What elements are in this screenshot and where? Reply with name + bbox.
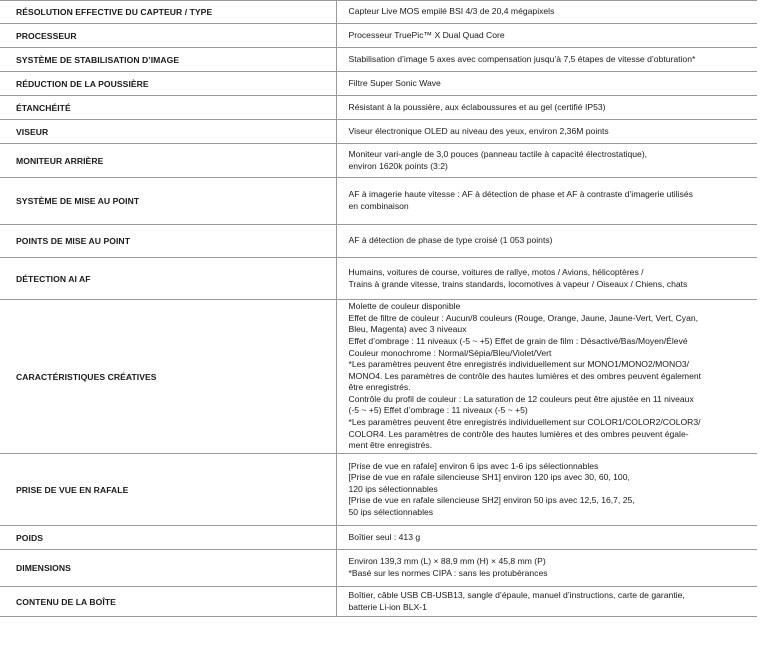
spec-value-line: Moniteur vari-angle de 3,0 pouces (panneau tactile à capacité électrostatique), [348, 148, 648, 159]
spec-value-line: Molette de couleur disponible [348, 301, 461, 312]
spec-value-line: Résistant à la poussière, aux éclaboussures et au gel (certifié IP53) [348, 101, 606, 112]
spec-value-line: [Prise de vue en rafale silencieuse SH2] environ 50 ips avec 12,5, 16,7, 25, [348, 495, 635, 506]
spec-value [336, 96, 757, 120]
spec-label: VISEUR [0, 120, 336, 144]
spec-value-line: Bleu, Magenta) avec 3 niveaux [348, 324, 467, 335]
spec-value [336, 72, 757, 96]
spec-value-line: [Prise de vue en rafale] environ 6 ips avec 1-6 ips sélectionnables [348, 460, 599, 471]
spec-row [0, 48, 757, 72]
spec-value-line: Contrôle du profil de couleur : La saturation de 12 couleurs peut être ajustée en 11 niveaux [348, 393, 694, 404]
spec-value-line: Boîtier seul : 413 g [348, 531, 421, 542]
spec-value-line: Humains, voitures de course, voitures de rallye, motos / Avions, hélicoptères / [348, 266, 644, 277]
spec-value-line: Filtre Super Sonic Wave [348, 77, 441, 88]
spec-row [0, 258, 757, 300]
spec-value-line: Processeur TruePic™ X Dual Quad Core [348, 29, 505, 40]
spec-label: RÉDUCTION DE LA POUSSIÈRE [0, 72, 336, 96]
spec-row [0, 24, 757, 48]
spec-value-line: AF à imagerie haute vitesse : AF à détection de phase et AF à contraste d’imagerie utilisés [348, 189, 693, 200]
spec-value-line: Effet d’ombrage : 11 niveaux (-5 ~ +5) Effet de grain de film : Désactivé/Bas/Moyen/Élevé [348, 335, 688, 346]
spec-value-line: Stabilisation d’image 5 axes avec compensation jusqu’à 7,5 étapes de vitesse d’obturation* [348, 53, 696, 64]
spec-value [336, 550, 757, 587]
spec-label: SYSTÈME DE STABILISATION D’IMAGE [0, 48, 336, 72]
spec-label: POINTS DE MISE AU POINT [0, 225, 336, 258]
spec-row [0, 120, 757, 144]
spec-value-line: Couleur monochrome : Normal/Sépia/Bleu/Violet/Vert [348, 347, 552, 358]
spec-row [0, 225, 757, 258]
spec-value [336, 454, 757, 526]
spec-value-line: 120 ips sélectionnables [348, 483, 438, 494]
spec-value-line: *Les paramètres peuvent être enregistrés individuellement sur COLOR1/COLOR2/COLOR3/ [348, 417, 701, 428]
spec-table-body [0, 1, 757, 617]
spec-value [336, 1, 757, 24]
spec-row [0, 587, 757, 617]
spec-value-line: ment être enregistrés. [348, 440, 433, 451]
spec-label: RÉSOLUTION EFFECTIVE DU CAPTEUR / TYPE [0, 1, 336, 24]
spec-row [0, 1, 757, 24]
spec-value [336, 526, 757, 550]
spec-value-line: Environ 139,3 mm (L) × 88,9 mm (H) × 45,8 mm (P) [348, 556, 546, 567]
spec-label: SYSTÈME DE MISE AU POINT [0, 178, 336, 225]
spec-label: PROCESSEUR [0, 24, 336, 48]
spec-value-line: 50 ips sélectionnables [348, 506, 434, 517]
spec-value [336, 120, 757, 144]
spec-value-line: Viseur électronique OLED au niveau des yeux, environ 2,36M points [348, 125, 609, 136]
spec-row [0, 454, 757, 526]
spec-value-line: [Prise de vue en rafale silencieuse SH1] environ 120 ips avec 30, 60, 100, [348, 472, 630, 483]
spec-value [336, 258, 757, 300]
spec-label: CONTENU DE LA BOÎTE [0, 587, 336, 617]
spec-value-line: Effet de filtre de couleur : Aucun/8 couleurs (Rouge, Orange, Jaune, Jaune-Vert, Vert, Cyan, [348, 312, 699, 323]
spec-value-line: Boîtier, câble USB CB-USB13, sangle d’épaule, manuel d’instructions, carte de garantie, [348, 589, 685, 600]
spec-value-line: en combinaison [348, 201, 409, 211]
spec-value-line: être enregistrés. [348, 382, 411, 393]
spec-row [0, 144, 757, 178]
spec-value-line: (-5 ~ +5) Effet d’ombrage : 11 niveaux (-5 ~ +5) [348, 405, 528, 416]
spec-value [336, 225, 757, 258]
spec-value-line: *Basé sur les normes CIPA : sans les protubérances [348, 568, 548, 578]
spec-label: CARACTÉRISTIQUES CRÉATIVES [0, 300, 336, 454]
spec-value [336, 178, 757, 225]
spec-value [336, 48, 757, 72]
spec-label: DÉTECTION AI AF [0, 258, 336, 300]
spec-row [0, 300, 757, 454]
spec-value-line: batterie Li-ion BLX-1 [348, 601, 427, 612]
spec-value [336, 144, 757, 178]
spec-value [336, 587, 757, 617]
spec-value-line: Capteur Live MOS empilé BSI 4/3 de 20,4 mégapixels [348, 6, 555, 17]
spec-row [0, 72, 757, 96]
spec-row [0, 96, 757, 120]
spec-value-line: AF à détection de phase de type croisé (1 053 points) [348, 235, 553, 246]
spec-value [336, 24, 757, 48]
spec-label: MONITEUR ARRIÈRE [0, 144, 336, 178]
spec-value-line: Trains à grande vitesse, trains standards, locomotives à vapeur / Oiseaux / Chiens, chats [348, 278, 688, 289]
spec-value-line: MONO4. Les paramètres de contrôle des hautes lumières et des ombres peuvent également [348, 370, 702, 381]
spec-value-line: *Les paramètres peuvent être enregistrés individuellement sur MONO1/MONO2/MONO3/ [348, 359, 690, 370]
spec-row [0, 178, 757, 225]
spec-label: ÉTANCHÉITÉ [0, 96, 336, 120]
spec-value [336, 300, 757, 454]
spec-label: DIMENSIONS [0, 550, 336, 587]
spec-label: PRISE DE VUE EN RAFALE [0, 454, 336, 526]
spec-row [0, 550, 757, 587]
spec-value-line: COLOR4. Les paramètres de contrôle des hautes lumières et des ombres peuvent égale- [348, 428, 689, 439]
spec-row [0, 526, 757, 550]
spec-label: POIDS [0, 526, 336, 550]
spec-value-line: environ 1620k points (3:2) [348, 160, 448, 171]
